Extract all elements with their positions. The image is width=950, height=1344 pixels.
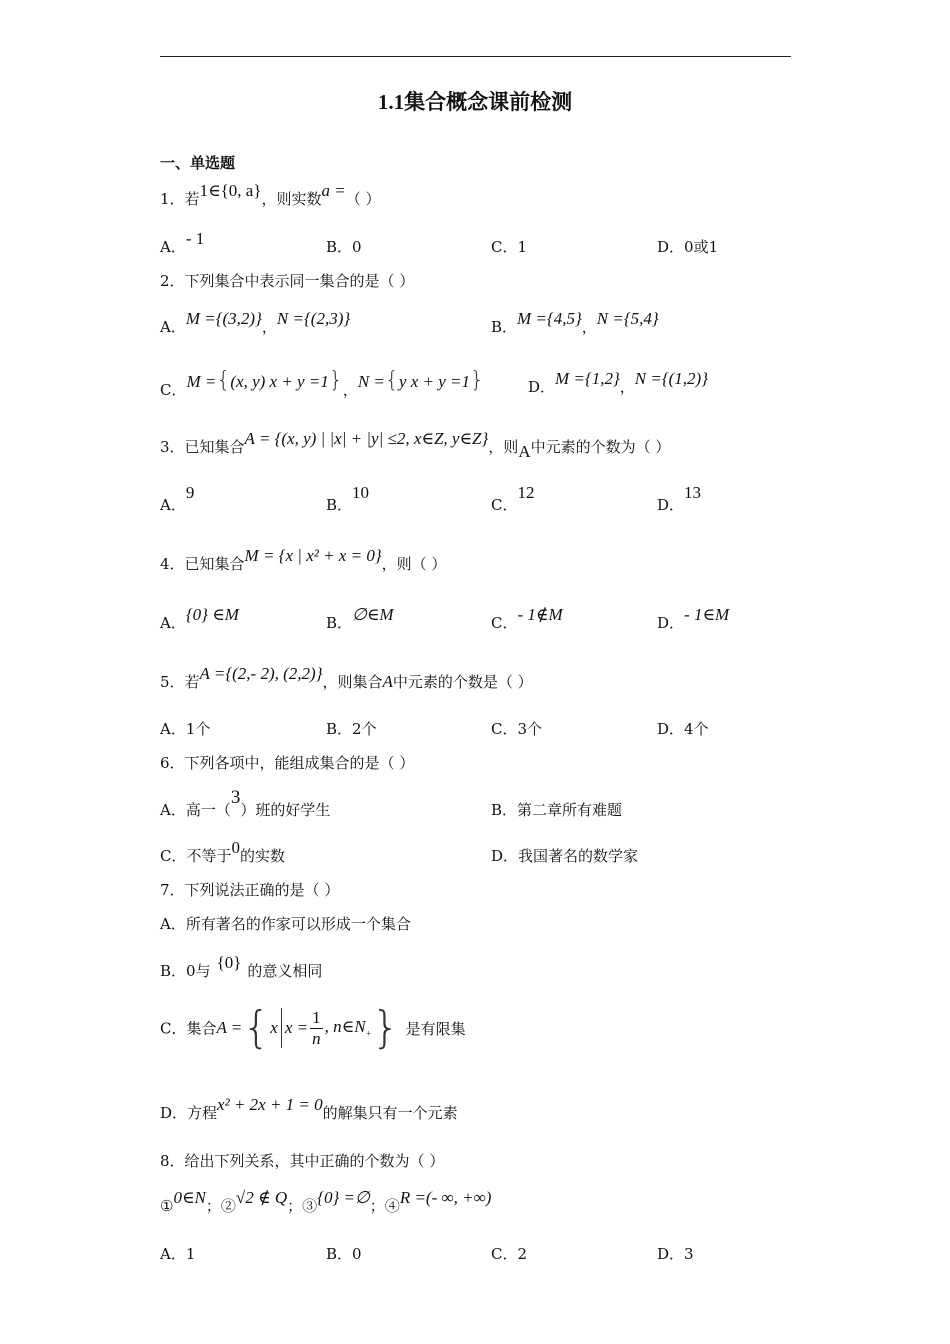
q1-var: a = — [321, 181, 346, 200]
question-7: 7．下列说法正确的是（ ） — [160, 881, 340, 899]
q3-option-d: D．13 — [657, 483, 702, 514]
q1-option-c: C．1 — [491, 238, 528, 256]
q5-option-b: B．2个 — [326, 720, 377, 738]
q3-option-a: A．9 — [160, 483, 195, 514]
q4-option-b: B．∅∈M — [326, 605, 394, 632]
q6-option-c: C．不等于0的实数 — [160, 838, 285, 865]
q7-option-b: B．0与 {0} 的意义相同 — [160, 953, 323, 980]
q5-option-d: D．4个 — [657, 720, 709, 738]
q8-relations: ①0∈N；②√2 ∉ Q；③{0} =∅；④R =(- ∞, +∞) — [160, 1188, 492, 1215]
question-6: 6．下列各项中，能组成集合的是（ ） — [160, 754, 415, 772]
q5-math: A ={(2,- 2), (2,2)} — [199, 664, 323, 683]
q2-option-d: D．M ={1,2}，N ={(1,2)} — [528, 369, 709, 396]
q8-option-a: A．1 — [160, 1245, 196, 1263]
q7-option-d: D．方程x² + 2x + 1 = 0的解集只有一个元素 — [160, 1095, 458, 1122]
q3-option-c: C．12 — [491, 483, 535, 514]
q8-option-d: D．3 — [657, 1245, 694, 1263]
question-1 — [160, 181, 381, 209]
q1-option-b: B．0 — [326, 238, 362, 256]
q4-math: M = {x | x² + x = 0} — [244, 546, 382, 565]
q5-option-a: A．1个 — [160, 720, 211, 738]
q6-option-b: B．第二章所有难题 — [491, 801, 623, 819]
q1-number: 1． — [160, 190, 185, 208]
q2-option-a: A．M ={(3,2)}，N ={(2,3)} — [160, 309, 351, 336]
question-8: 8．给出下列关系，其中正确的个数为（ ） — [160, 1152, 445, 1170]
q6-option-a: A．高一（3）班的好学生 — [160, 787, 331, 819]
q1-post: （ ） — [345, 190, 381, 208]
q1-math: 1∈{0, a} — [199, 181, 262, 200]
q1-option-d: D．0或1 — [657, 238, 719, 256]
q7-option-c: C．集合A ={x x = $\frac{1}{n}$ , $n\in N_+$} 是有限集 — [160, 1002, 466, 1053]
q1-mid: ，则实数 — [261, 190, 322, 208]
q7-option-a: A．所有著名的作家可以形成一个集合 — [160, 915, 411, 933]
question-5: 5．若A ={(2,- 2), (2,2)}，则集合A中元素的个数是（ ） — [160, 664, 533, 691]
question-3: 3．已知集合A = {(x, y) | |x| + |y| ≤2, x∈Z, y∈Z}，则A中元素的个数为（ ） — [160, 429, 671, 461]
q2-option-c: C．M ={(x, y) x + y =1}，N ={y x + y =1} — [160, 368, 484, 399]
section-heading: 一、单选题 — [160, 154, 236, 172]
q5-option-c: C．3个 — [491, 720, 543, 738]
q1-option-a: A．- 1 — [160, 229, 205, 256]
page-title: 1.1集合概念课前检测 — [377, 90, 573, 114]
question-4: 4．已知集合M = {x | x² + x = 0}，则（ ） — [160, 546, 447, 573]
q6-option-d: D．我国著名的数学家 — [491, 847, 639, 865]
top-rule — [160, 56, 791, 57]
q4-option-d: D．- 1∈M — [657, 605, 730, 632]
question-2: 2．下列集合中表示同一集合的是（ ） — [160, 272, 415, 290]
q8-option-c: C．2 — [491, 1245, 528, 1263]
q4-option-c: C．- 1∉M — [491, 605, 563, 632]
q1-pre: 若 — [184, 190, 200, 208]
q3-option-b: B．10 — [326, 483, 370, 514]
q3-math: A = {(x, y) | |x| + |y| ≤2, x∈Z, y∈Z} — [244, 429, 489, 448]
q8-option-b: B．0 — [326, 1245, 362, 1263]
q4-option-a: A．{0} ∈M — [160, 605, 239, 632]
q2-option-b: B．M ={4,5}，N ={5,4} — [491, 309, 659, 336]
